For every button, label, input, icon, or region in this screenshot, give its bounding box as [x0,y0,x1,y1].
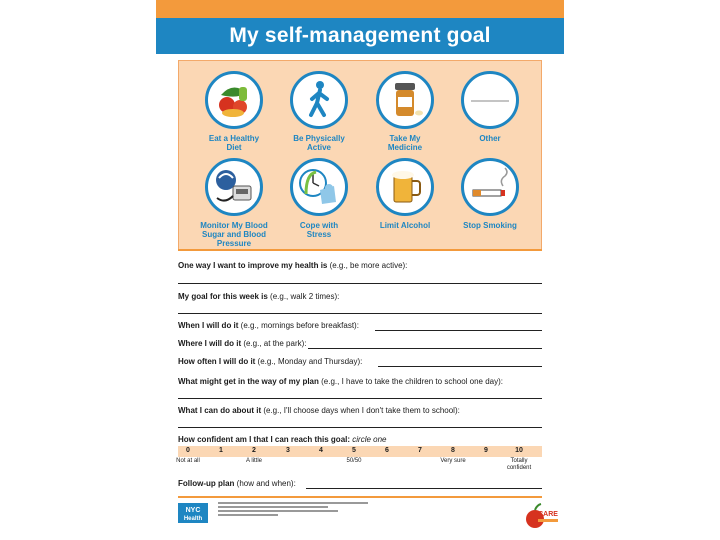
scale-option-0[interactable]: 0 [186,447,190,454]
scale-option-3[interactable]: 3 [286,447,290,454]
svg-text:CARE: CARE [538,511,558,518]
scale-option-7[interactable]: 7 [418,447,422,454]
goal-option-healthy-diet[interactable] [202,71,266,152]
goal-label: Cope with Stress [299,221,339,239]
goal-label: Be Physically Active [293,134,345,152]
scale-option-9[interactable]: 9 [484,447,488,454]
healthy-food-icon [205,71,263,129]
scale-label-totally-confident: Totally confident [506,458,532,471]
goal-option-limit-alcohol[interactable] [373,158,437,230]
question-when: When I will do it (e.g., mornings before breakfast): [178,321,359,330]
scale-option-2[interactable]: 2 [252,447,256,454]
question-where: Where I will do it (e.g., at the park): [178,339,307,348]
svg-text:NYC: NYC [185,507,201,514]
take-care-logo [524,500,560,530]
question-confidence: How confident am I that I can reach this goal: circle one [178,435,387,444]
goal-option-physically-active[interactable] [287,71,351,152]
question-follow-up: Follow-up plan (how and when): [178,479,296,488]
goal-options-panel [178,60,542,250]
question-barrier: What might get in the way of my plan (e.g., I have to take the children to school one day): [178,377,504,386]
pill-bottle-icon [376,71,434,129]
goal-option-other[interactable] [458,71,522,143]
cigarette-icon [461,158,519,216]
goal-label: Limit Alcohol [379,221,431,230]
goal-label: Take My Medicine [387,134,423,152]
question-improve-health: One way I want to improve my health is (e.g., be more active): [178,261,408,270]
question-how-often: How often I will do it (e.g., Monday and Thursday): [178,357,363,366]
top-orange-strip [156,0,564,18]
goal-option-cope-stress[interactable] [287,158,351,239]
footer-rule [178,496,542,498]
answer-line-weekly-goal[interactable] [178,313,542,314]
answer-line-where[interactable] [308,348,542,349]
answer-line-how-often[interactable] [378,366,542,367]
scale-option-5[interactable]: 5 [352,447,356,454]
blood-pressure-monitor-icon [205,158,263,216]
goal-option-take-medicine[interactable] [373,71,437,152]
answer-line-solve[interactable] [178,427,542,428]
scale-option-6[interactable]: 6 [385,447,389,454]
blank-line-icon [461,71,519,129]
panel-bottom-rule [178,249,542,251]
answer-line-barrier[interactable] [178,398,542,399]
svg-text:Health: Health [183,516,203,522]
goal-option-monitor-blood[interactable] [189,158,279,248]
question-solve: What I can do about it (e.g., I'll choose days when I don't take them to school): [178,406,460,415]
goal-label: Other [479,134,501,143]
scale-option-4[interactable]: 4 [319,447,323,454]
beer-mug-icon [376,158,434,216]
answer-line-when[interactable] [375,330,542,331]
title-bar [156,18,564,54]
nyc-health-logo [178,503,208,523]
scale-option-8[interactable]: 8 [451,447,455,454]
scale-option-10[interactable]: 10 [515,447,523,454]
answer-line-follow-up[interactable] [306,488,542,489]
scale-label-very-sure: Very sure [440,458,466,464]
walking-person-icon [290,71,348,129]
answer-line-improve-health[interactable] [178,283,542,284]
scale-label-a-little: A little [245,458,262,464]
scale-label-fifty-fifty: 50/50 [346,458,362,464]
goal-label: Eat a Healthy Diet [208,134,260,152]
footer-fine-print [218,502,388,516]
goal-label: Monitor My Blood Sugar and Blood Pressure [200,221,268,248]
question-weekly-goal: My goal for this week is (e.g., walk 2 times): [178,292,340,301]
page-title: My self-management goal [229,24,491,47]
goal-option-stop-smoking[interactable] [458,158,522,230]
goal-worksheet [156,0,564,540]
scale-label-not-at-all: Not at all [176,458,200,464]
clock-stress-icon [290,158,348,216]
scale-option-1[interactable]: 1 [219,447,223,454]
goal-label: Stop Smoking [463,221,517,230]
